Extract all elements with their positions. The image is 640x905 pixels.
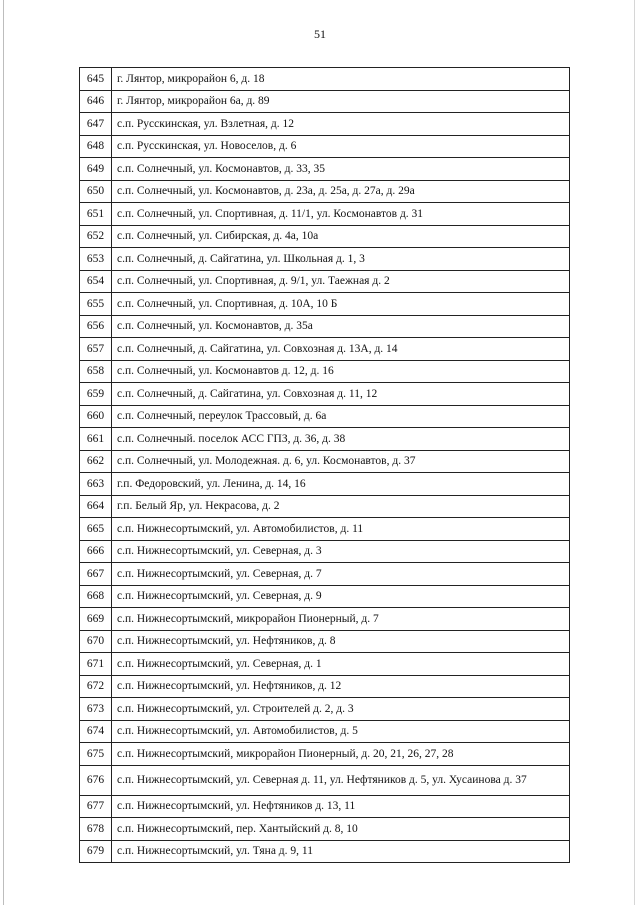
row-address: с.п. Солнечный, переулок Трассовый, д. 6а (112, 405, 570, 428)
row-address: с.п. Солнечный, ул. Космонавтов, д. 23а, д. 25а, д. 27а, д. 29а (112, 180, 570, 203)
row-number: 660 (80, 405, 112, 428)
table-row (80, 225, 570, 248)
row-address: с.п. Нижнесортымский, микрорайон Пионерный, д. 20, 21, 26, 27, 28 (112, 743, 570, 766)
table-row (80, 383, 570, 406)
row-number: 655 (80, 293, 112, 316)
table-row (80, 563, 570, 586)
row-address: с.п. Нижнесортымский, ул. Северная, д. 7 (112, 563, 570, 586)
row-address: с.п. Солнечный, ул. Космонавтов, д. 33, 35 (112, 158, 570, 181)
table-row (80, 405, 570, 428)
row-number: 653 (80, 248, 112, 271)
table-row (80, 248, 570, 271)
table-row (80, 113, 570, 136)
row-number: 651 (80, 203, 112, 226)
table-row (80, 765, 570, 795)
row-number: 659 (80, 383, 112, 406)
row-address: с.п. Нижнесортымский, микрорайон Пионерный, д. 7 (112, 608, 570, 631)
row-address: с.п. Солнечный, ул. Молодежная. д. 6, ул. Космонавтов, д. 37 (112, 450, 570, 473)
row-number: 677 (80, 795, 112, 818)
scan-edge-right (634, 0, 635, 905)
row-number: 646 (80, 90, 112, 113)
row-number: 649 (80, 158, 112, 181)
table-row (80, 743, 570, 766)
row-number: 678 (80, 818, 112, 841)
row-number: 669 (80, 608, 112, 631)
row-address: с.п. Нижнесортымский, ул. Автомобилистов, д. 5 (112, 720, 570, 743)
table-row (80, 585, 570, 608)
row-address: г.п. Белый Яр, ул. Некрасова, д. 2 (112, 495, 570, 518)
row-address: с.п. Солнечный, д. Сайгатина, ул. Совхозная д. 13А, д. 14 (112, 338, 570, 361)
row-address: г. Лянтор, микрорайон 6а, д. 89 (112, 90, 570, 113)
row-address: г.п. Федоровский, ул. Ленина, д. 14, 16 (112, 473, 570, 496)
row-number: 657 (80, 338, 112, 361)
row-address: с.п. Солнечный, д. Сайгатина, ул. Школьная д. 1, 3 (112, 248, 570, 271)
table-row (80, 90, 570, 113)
row-number: 654 (80, 270, 112, 293)
row-number: 670 (80, 630, 112, 653)
row-address: с.п. Нижнесортымский, ул. Строителей д. 2, д. 3 (112, 698, 570, 721)
table-row (80, 203, 570, 226)
address-table-body (80, 68, 570, 863)
table-row (80, 495, 570, 518)
table-row (80, 653, 570, 676)
table-row (80, 270, 570, 293)
row-address: с.п. Нижнесортымский, ул. Нефтяников, д. 8 (112, 630, 570, 653)
row-number: 671 (80, 653, 112, 676)
row-address: с.п. Солнечный, д. Сайгатина, ул. Совхозная д. 11, 12 (112, 383, 570, 406)
row-number: 652 (80, 225, 112, 248)
row-address: с.п. Нижнесортымский, ул. Северная, д. 9 (112, 585, 570, 608)
row-number: 658 (80, 360, 112, 383)
table-row (80, 840, 570, 863)
row-address: с.п. Русскинская, ул. Взлетная, д. 12 (112, 113, 570, 136)
table-row (80, 428, 570, 451)
table-row (80, 630, 570, 653)
row-address: с.п. Солнечный. поселок АСС ГПЗ, д. 36, д. 38 (112, 428, 570, 451)
table-row (80, 675, 570, 698)
row-number: 679 (80, 840, 112, 863)
row-address: с.п. Солнечный, ул. Сибирская, д. 4а, 10а (112, 225, 570, 248)
row-number: 675 (80, 743, 112, 766)
table-row (80, 315, 570, 338)
table-row (80, 720, 570, 743)
row-address: с.п. Солнечный, ул. Космонавтов д. 12, д. 16 (112, 360, 570, 383)
row-address: с.п. Нижнесортымский, ул. Автомобилистов, д. 11 (112, 518, 570, 541)
row-address: г. Лянтор, микрорайон 6, д. 18 (112, 68, 570, 91)
table-row (80, 518, 570, 541)
table-row (80, 338, 570, 361)
table-row (80, 360, 570, 383)
table-row (80, 180, 570, 203)
row-number: 662 (80, 450, 112, 473)
table-row (80, 473, 570, 496)
table-row (80, 158, 570, 181)
row-address: с.п. Нижнесортымский, ул. Северная, д. 1 (112, 653, 570, 676)
table-row (80, 540, 570, 563)
table-row (80, 795, 570, 818)
row-address: с.п. Нижнесортымский, пер. Хантыйский д. 8, 10 (112, 818, 570, 841)
table-row (80, 293, 570, 316)
scan-edge-left (3, 0, 4, 905)
row-number: 650 (80, 180, 112, 203)
table-row (80, 698, 570, 721)
table-row (80, 68, 570, 91)
address-table (79, 67, 570, 863)
table-row (80, 818, 570, 841)
row-number: 667 (80, 563, 112, 586)
row-address: с.п. Солнечный, ул. Спортивная, д. 9/1, ул. Таежная д. 2 (112, 270, 570, 293)
row-address: с.п. Солнечный, ул. Космонавтов, д. 35а (112, 315, 570, 338)
row-address: с.п. Нижнесортымский, ул. Нефтяников д. 13, 11 (112, 795, 570, 818)
table-row (80, 450, 570, 473)
row-number: 674 (80, 720, 112, 743)
page-number: 51 (314, 27, 326, 41)
row-number: 656 (80, 315, 112, 338)
row-number: 665 (80, 518, 112, 541)
row-number: 661 (80, 428, 112, 451)
row-number: 672 (80, 675, 112, 698)
row-number: 668 (80, 585, 112, 608)
row-address: с.п. Нижнесортымский, ул. Нефтяников, д. 12 (112, 675, 570, 698)
row-number: 666 (80, 540, 112, 563)
table-row (80, 608, 570, 631)
row-number: 647 (80, 113, 112, 136)
table-row (80, 135, 570, 158)
row-address: с.п. Русскинская, ул. Новоселов, д. 6 (112, 135, 570, 158)
row-address: с.п. Нижнесортымский, ул. Северная, д. 3 (112, 540, 570, 563)
row-address: с.п. Нижнесортымский, ул. Северная д. 11, ул. Нефтяников д. 5, ул. Хусаинова д. 37 (112, 765, 570, 795)
row-number: 645 (80, 68, 112, 91)
row-number: 648 (80, 135, 112, 158)
row-number: 673 (80, 698, 112, 721)
row-address: с.п. Нижнесортымский, ул. Тяна д. 9, 11 (112, 840, 570, 863)
row-number: 664 (80, 495, 112, 518)
row-address: с.п. Солнечный, ул. Спортивная, д. 11/1, ул. Космонавтов д. 31 (112, 203, 570, 226)
row-number: 676 (80, 765, 112, 795)
row-number: 663 (80, 473, 112, 496)
row-address: с.п. Солнечный, ул. Спортивная, д. 10А, 10 Б (112, 293, 570, 316)
